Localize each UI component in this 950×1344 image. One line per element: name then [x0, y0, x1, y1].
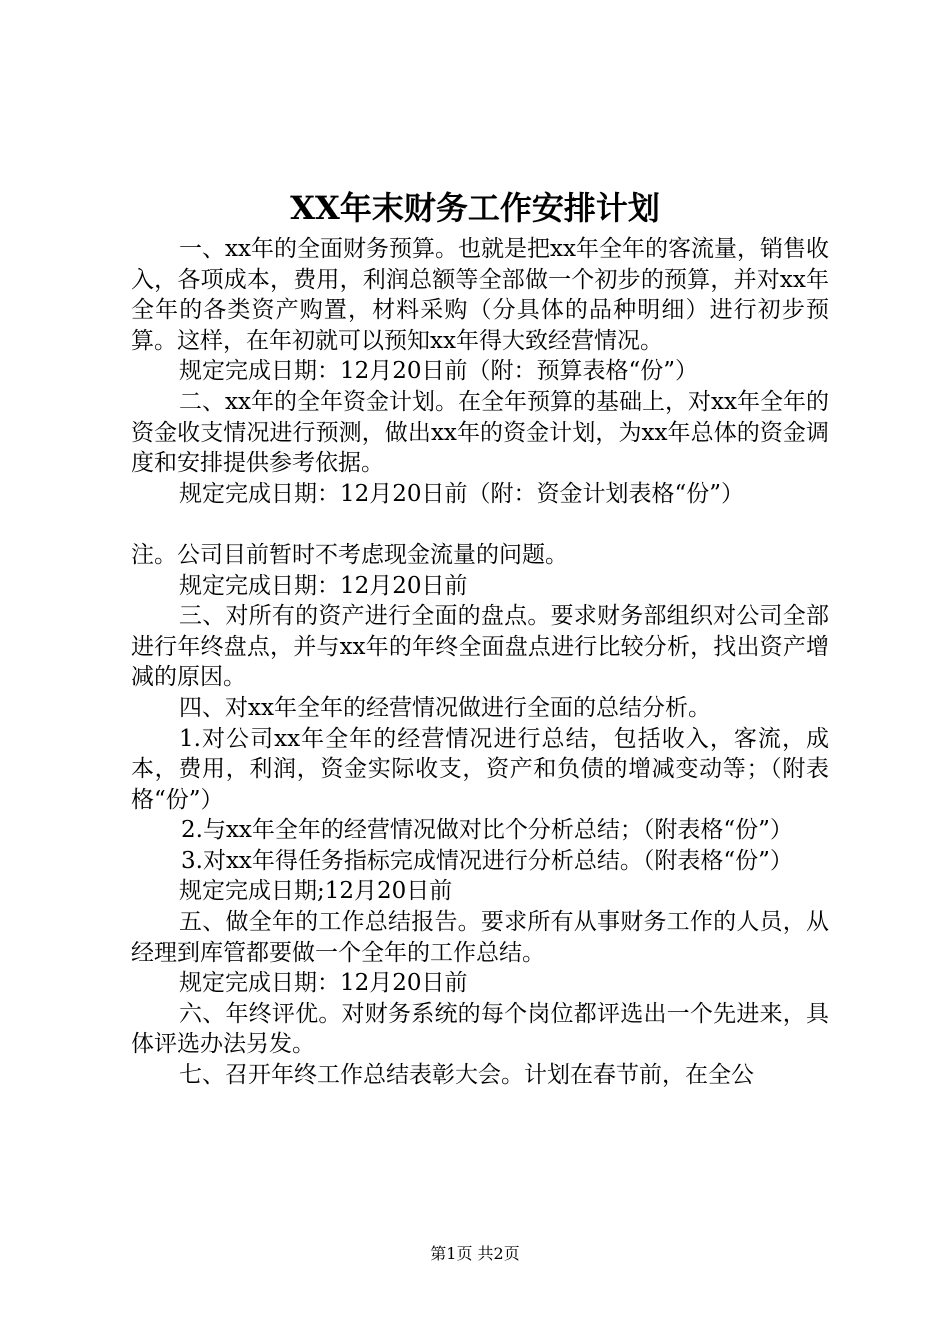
paragraph-meeting: 七、召开年终工作总结表彰大会。计划在春节前，在全公 — [179, 1062, 754, 1089]
paragraph-budget: 一、xx年的全面财务预算。也就是把xx年全年的客流量，销售收入，各项成本，费用，利润总额等全部做一个初步的预算，并对xx年全年的各类资产购置，材料采购（分具体的品种明细）进行初步预算。这样，在年初就可以预知xx年得大致经营情况。 — [131, 236, 829, 354]
paragraph-work-report: 五、做全年的工作总结报告。要求所有从事财务工作的人员，从经理到库管都要做一个全年的工作总结。 — [131, 909, 829, 966]
paragraph-fund-plan: 二、xx年的全年资金计划。在全年预算的基础上，对xx年全年的资金收支情况进行预测，做出xx年的资金计划，为xx年总体的资金调度和安排提供参考依据。 — [131, 388, 829, 477]
document-body — [131, 234, 829, 1091]
paragraph-deadline-budget: 规定完成日期：12月20日前（附：预算表格“份”） — [179, 358, 699, 385]
paragraph-deadline-analysis: 规定完成日期;12月20日前 — [179, 878, 453, 905]
paragraph-deadline-fund: 规定完成日期：12月20日前（附：资金计划表格“份”） — [179, 480, 745, 507]
paragraph-item-3: 3.对xx年得任务指标完成情况进行分析总结。（附表格“份”） — [181, 847, 793, 874]
paragraph-deadline-note: 规定完成日期：12月20日前 — [179, 572, 468, 599]
document-title: XX年末财务工作安排计划 — [290, 189, 660, 227]
paragraph-item-1: 1.对公司xx年全年的经营情况进行总结，包括收入，客流，成本，费用，利润，资金实际收支，资产和负债的增减变动等；（附表格“份”） — [131, 725, 829, 813]
paragraph-summary-analysis: 四、对xx年全年的经营情况做进行全面的总结分析。 — [179, 694, 711, 721]
paragraph-item-2: 2.与xx年全年的经营情况做对比个分析总结；（附表格“份”） — [181, 817, 793, 844]
paragraph-deadline-report: 规定完成日期：12月20日前 — [179, 970, 468, 997]
paragraph-note: 注。公司目前暂时不考虑现金流量的问题。 — [131, 541, 568, 568]
page-footer: 第1页 共2页 — [430, 1244, 520, 1263]
paragraph-evaluation: 六、年终评优。对财务系统的每个岗位都评选出一个先进来，具体评选办法另发。 — [131, 1000, 829, 1058]
paragraph-inventory: 三、对所有的资产进行全面的盘点。要求财务部组织对公司全部进行年终盘点，并与xx年的年终全面盘点进行比较分析，找出资产增减的原因。 — [131, 603, 829, 691]
blank-line — [131, 509, 829, 540]
